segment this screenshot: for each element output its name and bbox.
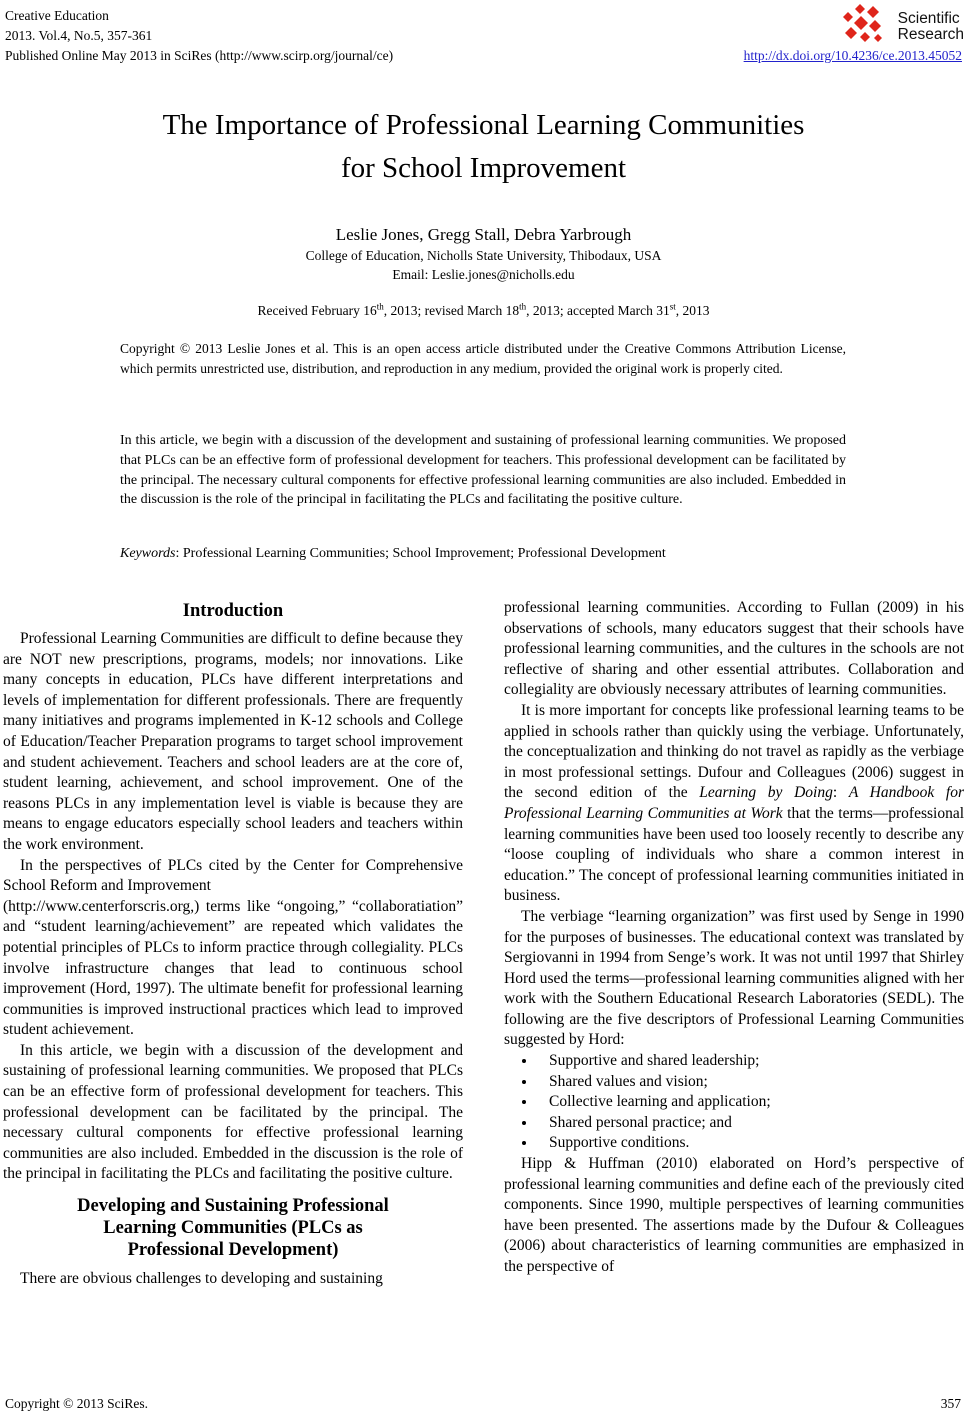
descriptor-list (504, 1051, 964, 1154)
scientific-research-diamonds-icon (841, 3, 893, 50)
journal-name: Creative Education (5, 8, 109, 23)
keywords-label: Keywords (120, 546, 176, 561)
list-item: • Shared personal practice; and (537, 1113, 964, 1134)
received-text: , 2013; revised March 18 (383, 303, 520, 318)
footer-page-number: 357 (940, 1396, 961, 1411)
list-item: • Shared values and vision; (537, 1072, 964, 1093)
logo-word-research: Research (897, 25, 964, 43)
received-sup: th (376, 301, 384, 312)
column-right (504, 598, 964, 1278)
list-item: • Supportive conditions. (537, 1133, 964, 1154)
column-left (3, 598, 463, 1290)
paragraph-text: (http://www.centerforscris.org,) terms like “ongoing,” “collaboratiation” and “student learning/achievement” are repeated which validates the potential principles of PLCs to inform practice through collegiality. PLCs involve infrastructure changes that lead to continuous school improvement (Hord, 1997). The ultimate benefit for professional learning communities is improved instructional practices which lead to improved student achievement. (3, 897, 463, 1039)
list-item: • Supportive and shared leadership; (537, 1051, 964, 1072)
section-heading-line: Developing and Sustaining Professional (77, 1196, 389, 1217)
article-title (0, 104, 967, 190)
abstract: In this article, we begin with a discussion of the development and sustaining of professional learning communities. We proposed that PLCs can be an effective form of professional development for teachers. This professional development can be facilitated by the principal. The necessary cultural components for effective professional learning communities are also included. Embedded in the discussion is the role of the principal in facilitating the PLCs and facilitating the positive culture. (120, 433, 846, 508)
book-subtitle-italic: A Handbook for Professional Learning Communities at Work (504, 784, 965, 822)
doi-link[interactable]: http://dx.doi.org/10.4236/ce.2013.45052 (743, 48, 962, 63)
scientific-research-wordmark (898, 11, 964, 43)
received-sup: st (669, 301, 676, 312)
received-text: , 2013 (675, 303, 710, 318)
paragraph: Professional Learning Communities are difficult to define because they are NOT new prescriptions, programs, models; nor innovations. Like many concepts in education, PLCs have different interpretations and levels of implementation for different professionals. There are frequently many initiatives and programs implemented in K-12 schools and College of Education/Teacher Preparation programs to target school improvement and student achievement. Teachers and school leaders are at the core of, student learning, achievement, and school improvement. One of the reasons PLCs in any implementation level is viable is because they are means to engage educators especially school leaders and teachers within the work environment. (3, 630, 463, 853)
paragraph (504, 701, 964, 907)
received-text: Received February 16 (257, 303, 377, 318)
paragraph (3, 856, 463, 1041)
list-item: • Collective learning and application; (537, 1092, 964, 1113)
footer-copyright: Copyright © 2013 SciRes. (5, 1396, 149, 1411)
section-heading-line: Professional Development) (127, 1240, 339, 1261)
journal-info (5, 6, 393, 66)
affiliation: College of Education, Nicholls State University, Thibodaux, USA (305, 248, 662, 263)
byline (0, 224, 967, 284)
logo-word-scientific: Scientific (897, 9, 960, 27)
email-line: Email: Leslie.jones@nicholls.edu (392, 267, 575, 282)
paragraph-text: that the terms—professional learning communities have been used too loosely recently to describe any “loose coupling of individuals who share a common interest in education.” The concept of professional learning communities initiated in business. (504, 804, 965, 905)
scientific-research-logo (841, 3, 964, 50)
article-title-line2: for School Improvement (340, 152, 627, 184)
copyright-notice: Copyright © 2013 Leslie Jones et al. This is an open access article distributed under the Creative Commons Attribution License, which permits unrestricted use, distribution, and reproduction in any medium, provided the original work is properly cited. (120, 341, 846, 376)
section-heading-line: Learning Communities (PLCs as (103, 1218, 363, 1239)
paragraph-text: It is more important for concepts like professional learning teams to be applied in schools rather than quickly using the verbiage. Unfortunately, the conceptualization and thinking do not travel as rapidly as the verbiage in most professional settings. Dufour and Colleagues (2006) suggest in the second edition of the (504, 701, 964, 802)
paragraph: professional learning communities. According to Fullan (2009) in his observations of schools, many educators suggest that their schools have professional learning communities, and the cultures in the schools are not reflective of sharing and other essential attributes. Collaboration and collegiality are obviously necessary attributes of learning communities. (504, 599, 964, 699)
received-sup: th (519, 301, 527, 312)
book-title-italic: Learning by Doing (699, 784, 833, 802)
journal-published: Published Online May 2013 in SciRes (http://www.scirp.org/journal/ce) (5, 48, 394, 63)
keywords-line (120, 546, 846, 562)
keywords-text: : Professional Learning Communities; School Improvement; Professional Development (175, 546, 666, 561)
paragraph: The verbiage “learning organization” was first used by Senge in 1990 for the purposes of businesses. The educational context was translated by Sergiovanni in 1994 from Senge’s work. It was not until 1997 that Shirley Hord used the terms—professional learning communities aligned with her work with the Southern Educational Research Laboratories (SEDL). The following are the five descriptors of Professional Learning Communities suggested by Hord: (504, 907, 964, 1049)
paragraph: Hipp & Huffman (2010) elaborated on Hord’s perspective of professional learning communities and define each of the previously cited components. Since 1990, multiple perspectives of learning communities have been presented. The assertions made by the Dufour & Colleagues (2006) about characteristics of learning communities are emphasized in the perspective of (504, 1155, 964, 1275)
paragraph: There are obvious challenges to developing and sustaining (20, 1270, 383, 1288)
received-dates (0, 303, 967, 319)
received-text: , 2013; accepted March 31 (526, 303, 670, 318)
section-heading-introduction: Introduction (182, 601, 284, 621)
article-title-line1: The Importance of Professional Learning Communities (162, 109, 805, 141)
authors: Leslie Jones, Gregg Stall, Debra Yarbrough (335, 225, 632, 244)
paragraph-text: : (832, 784, 849, 802)
paragraph-text: In the perspectives of PLCs cited by the Center for Comprehensive School Reform and Improvement (3, 856, 463, 895)
journal-volume: 2013. Vol.4, No.5, 357-361 (5, 28, 153, 43)
paragraph: In this article, we begin with a discussion of the development and sustaining of professional learning communities. We proposed that PLCs can be an effective form of professional development for teachers. This professional development can be facilitated by the principal. The necessary cultural components for effective professional learning communities are also included. Embedded in the discussion is the role of the principal in facilitating the PLCs and facilitating the positive culture. (3, 1041, 463, 1183)
section-heading-developing (3, 1195, 463, 1261)
